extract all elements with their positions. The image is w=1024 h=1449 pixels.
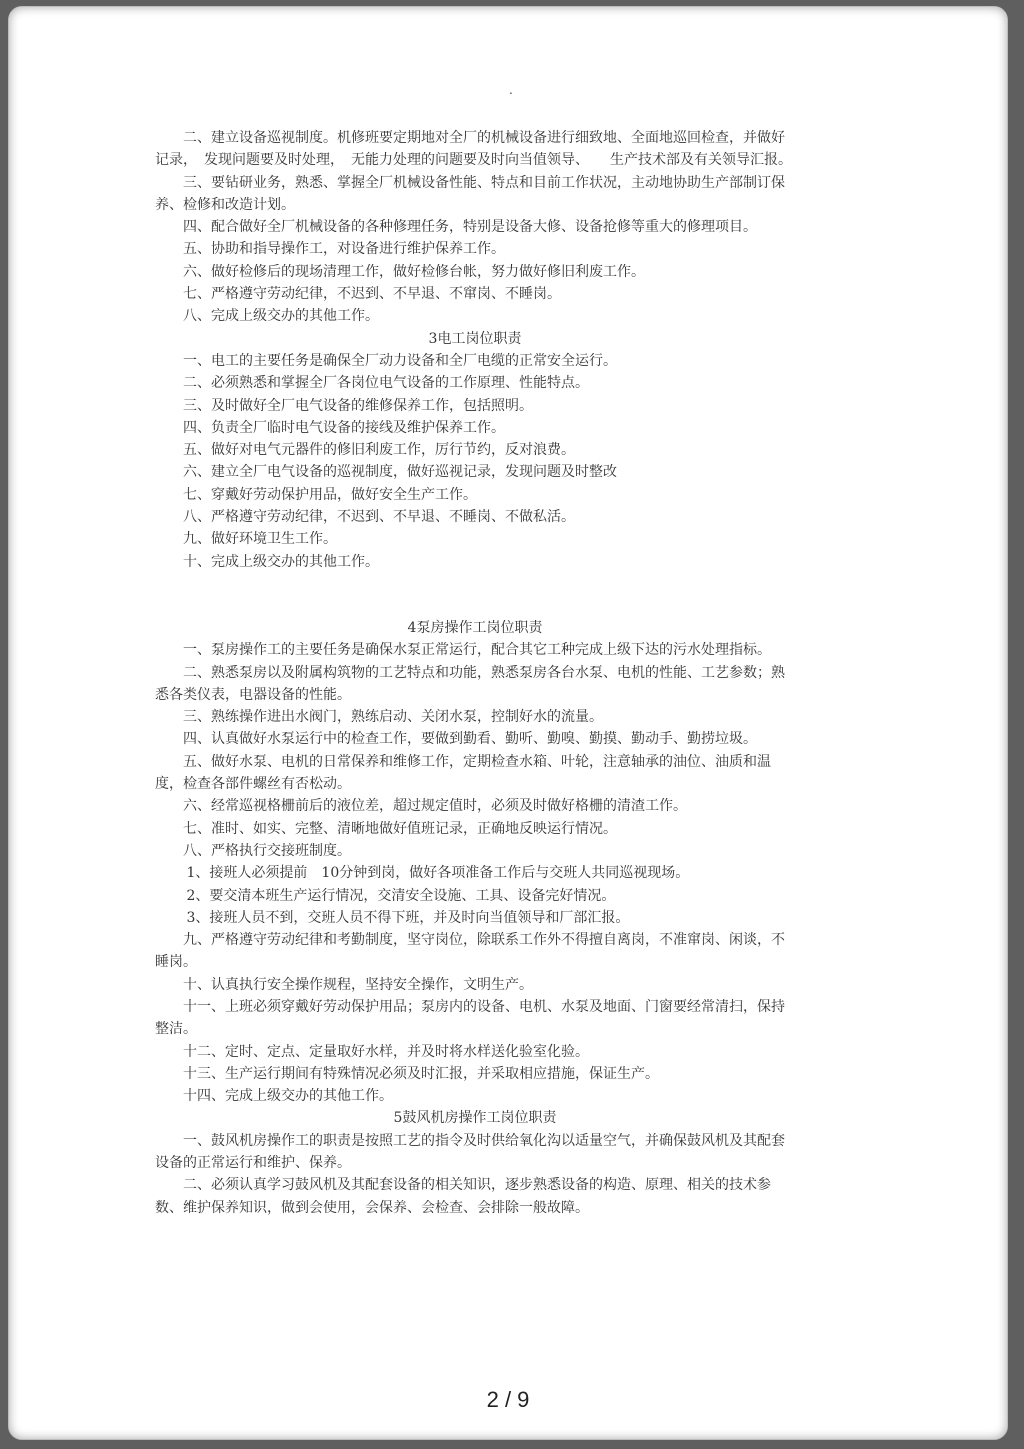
list-item: 三、及时做好全厂电气设备的维修保养工作，包括照明。 bbox=[183, 397, 533, 414]
paragraph: 四、配合做好全厂机械设备的各种修理任务，特别是设备大修、设备抢修等重大的修理项目。 bbox=[183, 219, 757, 236]
paragraph: 二、建立设备巡视制度。机修班要定期地对全厂的机械设备进行细致地、全面地巡回检查，并做好记录， 发现问题要及时处理， 无能力处理的问题要及时向当值领导、 生产技术部及有关领导汇报。 bbox=[155, 130, 792, 169]
page-marker: . bbox=[509, 83, 513, 97]
paragraph: 七、严格遵守劳动纪律，不迟到、不早退、不窜岗、不睡岗。 bbox=[183, 286, 561, 303]
section-4-list bbox=[155, 639, 795, 1107]
list-item: 五、做好对电气元器件的修旧利废工作，厉行节约，反对浪费。 bbox=[183, 442, 575, 459]
sub-item: 2、要交清本班生产运行情况，交清安全设施、工具、设备完好情况。 bbox=[186, 887, 616, 904]
paragraph: 八、完成上级交办的其他工作。 bbox=[183, 308, 379, 325]
list-item: 九、严格遵守劳动纪律和考勤制度，坚守岗位，除联系工作外不得擅自离岗，不准窜岗、闲谈，不睡岗。 bbox=[155, 932, 785, 971]
section-3-list bbox=[155, 350, 795, 573]
list-item: 二、必须认真学习鼓风机及其配套设备的相关知识，逐步熟悉设备的构造、原理、相关的技术参数、维护保养知识，做到会使用，会保养、会检查、会排除一般故障。 bbox=[155, 1177, 771, 1216]
list-item: 一、泵房操作工的主要任务是确保水泵正常运行，配合其它工种完成上级下达的污水处理指标。 bbox=[183, 642, 771, 659]
list-item: 十、完成上级交办的其他工作。 bbox=[183, 553, 379, 570]
page-indicator: 2 / 9 bbox=[486, 1387, 530, 1412]
document-body bbox=[155, 127, 795, 1219]
list-item: 四、负责全厂临时电气设备的接线及维护保养工作。 bbox=[183, 419, 505, 436]
list-item: 四、认真做好水泵运行中的检查工作，要做到勤看、勤听、勤嗅、勤摸、勤动手、勤捞垃圾。 bbox=[183, 731, 757, 748]
list-item: 一、电工的主要任务是确保全厂动力设备和全厂电缆的正常安全运行。 bbox=[183, 352, 617, 369]
list-item: 二、必须熟悉和掌握全厂各岗位电气设备的工作原理、性能特点。 bbox=[183, 375, 589, 392]
section-heading-pump-room: 4泵房操作工岗位职责 bbox=[407, 619, 543, 636]
list-item: 三、熟练操作进出水阀门，熟练启动、关闭水泵，控制好水的流量。 bbox=[183, 709, 603, 726]
list-item: 七、准时、如实、完整、清晰地做好值班记录，正确地反映运行情况。 bbox=[183, 820, 617, 837]
list-item: 七、穿戴好劳动保护用品，做好安全生产工作。 bbox=[183, 486, 477, 503]
section-2-list bbox=[155, 127, 795, 328]
document-page bbox=[8, 6, 1008, 1440]
paragraph: 六、做好检修后的现场清理工作，做好检修台帐，努力做好修旧利废工作。 bbox=[183, 263, 645, 280]
list-item: 十、认真执行安全操作规程，坚持安全操作，文明生产。 bbox=[183, 976, 533, 993]
list-item: 八、严格执行交接班制度。 bbox=[183, 842, 351, 859]
section-heading-blower-room: 5鼓风机房操作工岗位职责 bbox=[393, 1110, 557, 1127]
section-5-list bbox=[155, 1130, 795, 1219]
list-item: 八、严格遵守劳动纪律，不迟到、不早退、不睡岗、不做私活。 bbox=[183, 509, 575, 526]
paragraph: 五、协助和指导操作工，对设备进行维护保养工作。 bbox=[183, 241, 505, 258]
list-item: 十一、上班必须穿戴好劳动保护用品；泵房内的设备、电机、水泵及地面、门窗要经常清扫，保持整洁。 bbox=[155, 998, 785, 1038]
list-item: 十四、完成上级交办的其他工作。 bbox=[183, 1088, 393, 1105]
list-item: 九、做好环境卫生工作。 bbox=[183, 531, 337, 548]
paragraph: 三、要钻研业务，熟悉、掌握全厂机械设备性能、特点和目前工作状况，主动地协助生产部制订保养、检修和改造计划。 bbox=[155, 174, 785, 213]
list-item: 二、熟悉泵房以及附属构筑物的工艺特点和功能，熟悉泵房各台水泵、电机的性能、工艺参数；熟悉各类仪表，电器设备的性能。 bbox=[155, 664, 785, 703]
sub-item: 1、接班人必须提前 10分钟到岗，做好各项准备工作后与交班人共同巡视现场。 bbox=[186, 865, 690, 882]
list-item: 一、鼓风机房操作工的职责是按照工艺的指令及时供给氧化沟以适量空气，并确保鼓风机及其配套设备的正常运行和维护、保养。 bbox=[155, 1132, 785, 1172]
section-spacer bbox=[155, 573, 795, 617]
sub-item: 3、接班人员不到，交班人员不得下班，并及时向当值领导和厂部汇报。 bbox=[186, 909, 630, 926]
list-item: 五、做好水泵、电机的日常保养和维修工作，定期检查水箱、叶轮，注意轴承的油位、油质和温度，检查各部件螺丝有否松动。 bbox=[155, 753, 771, 793]
list-item: 六、建立全厂电气设备的巡视制度，做好巡视记录，发现问题及时整改 bbox=[183, 464, 617, 481]
list-item: 十三、生产运行期间有特殊情况必须及时汇报，并采取相应措施，保证生产。 bbox=[183, 1065, 659, 1082]
list-item: 六、经常巡视格栅前后的液位差，超过规定值时，必须及时做好格栅的清渣工作。 bbox=[183, 798, 687, 815]
list-item: 十二、定时、定点、定量取好水样，并及时将水样送化验室化验。 bbox=[183, 1043, 589, 1060]
section-heading-electrician: 3电工岗位职责 bbox=[428, 330, 522, 347]
